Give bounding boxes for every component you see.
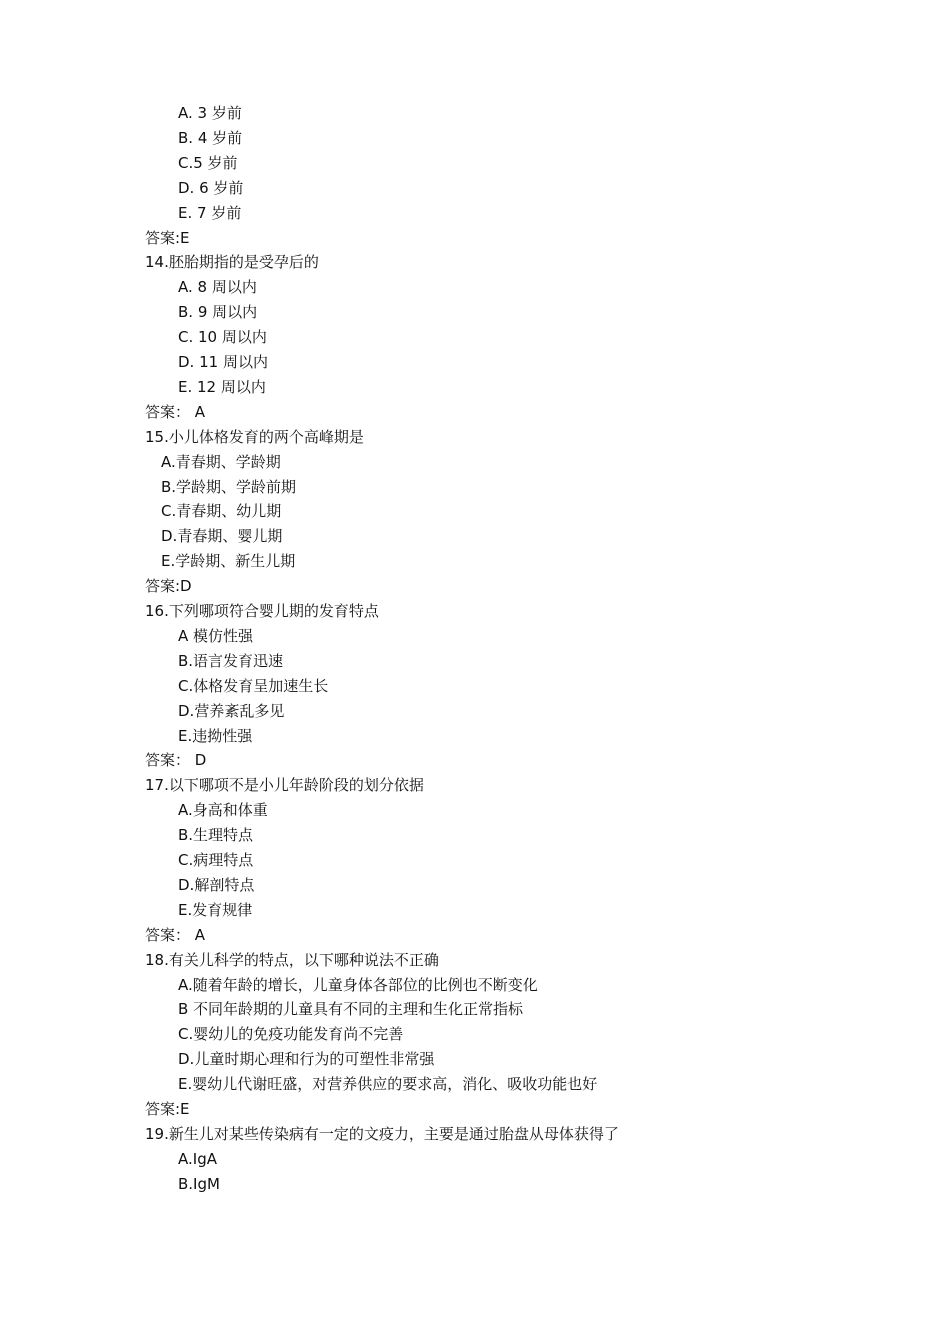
question-line: 14.胚胎期指的是受孕后的: [145, 253, 319, 272]
option-line: C.5 岁前: [178, 153, 238, 172]
option-line: A. 8 周以内: [178, 278, 257, 297]
option-line: C.病理特点: [178, 851, 254, 869]
option-line: A.身高和体重: [178, 801, 268, 820]
option-line: E. 7 岁前: [178, 203, 242, 222]
option-line: B. 4 岁前: [178, 128, 243, 147]
option-line: E.婴幼儿代谢旺盛，对营养供应的要求高，消化、吸收功能也好: [178, 1075, 598, 1094]
answer-line: 答案： A: [145, 925, 206, 944]
option-line: B.学龄期、学龄前期: [161, 477, 297, 496]
question-line: 16.下列哪项符合婴儿期的发育特点: [145, 602, 379, 620]
option-line: C.青春期、幼儿期: [161, 502, 282, 521]
question-line: 17.以下哪项不是小儿年龄阶段的划分依据: [145, 776, 424, 795]
option-line: D. 6 岁前: [178, 178, 244, 197]
answer-line: 答案:E: [145, 228, 190, 247]
option-line: B. 9 周以内: [178, 303, 258, 322]
answer-line: 答案:E: [145, 1100, 190, 1118]
option-line: D.解剖特点: [178, 875, 255, 894]
option-line: E.违拗性强: [178, 726, 253, 745]
option-line: D.营养紊乱多见: [178, 701, 285, 720]
question-line: 15.小儿体格发育的两个高峰期是: [145, 427, 364, 446]
option-line: A 模仿性强: [178, 626, 254, 645]
option-line: B.生理特点: [178, 826, 254, 845]
option-line: C.婴幼儿的免疫功能发育尚不完善: [178, 1025, 404, 1044]
option-line: E.发育规律: [178, 900, 253, 919]
option-line: A.青春期、学龄期: [161, 452, 281, 471]
option-line: B.语言发育迅速: [178, 651, 284, 670]
answer-line: 答案： D: [145, 751, 207, 770]
option-line: A. 3 岁前: [178, 104, 242, 122]
option-line: D.青春期、婴儿期: [161, 527, 283, 546]
option-line: A.随着年龄的增长，儿童身体各部位的比例也不断变化: [178, 975, 538, 994]
option-line: D.儿童时期心理和行为的可塑性非常强: [178, 1050, 435, 1069]
option-line: E. 12 周以内: [178, 377, 266, 396]
question-line: 18.有关儿科学的特点，以下哪种说法不正确: [145, 950, 439, 969]
answer-line: 答案:D: [145, 577, 192, 596]
option-line: B 不同年龄期的儿童具有不同的主理和生化正常指标: [178, 1000, 524, 1019]
option-line: C. 10 周以内: [178, 328, 267, 347]
option-line: E.学龄期、新生儿期: [161, 552, 296, 571]
option-line: C.体格发育呈加速生长: [178, 676, 329, 695]
answer-line: 答案： A: [145, 402, 206, 421]
option-line: B.IgM: [178, 1174, 220, 1193]
question-line: 19.新生儿对某些传染病有一定的文疫力，主要是通过胎盘从母体获得了: [145, 1124, 619, 1143]
option-line: D. 11 周以内: [178, 353, 268, 371]
option-line: A.IgA: [178, 1149, 217, 1168]
